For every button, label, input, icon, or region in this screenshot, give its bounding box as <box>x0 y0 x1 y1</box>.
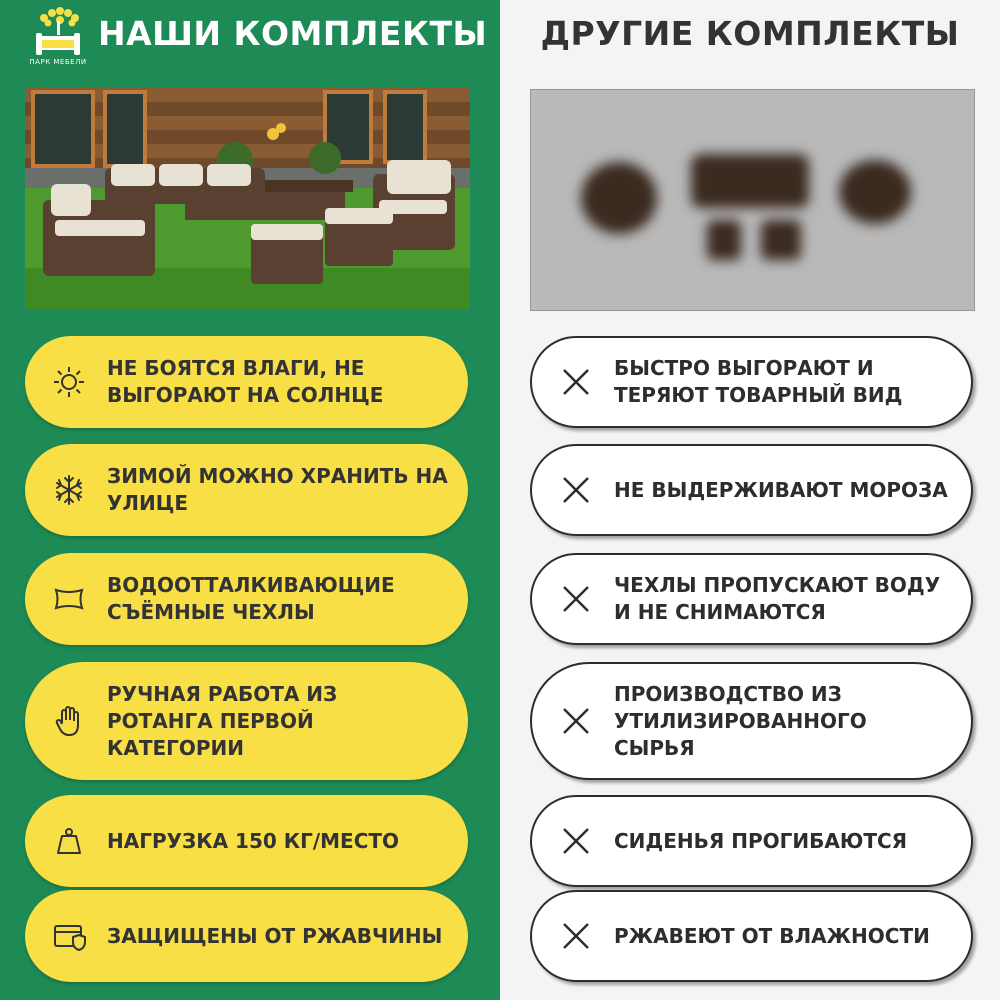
feature-item-1 <box>25 336 468 428</box>
shield-card-icon <box>51 918 87 954</box>
cross-icon <box>558 918 594 954</box>
hand-icon <box>51 703 87 739</box>
drawback-item-6 <box>530 890 973 982</box>
drawback-item-5 <box>530 795 973 887</box>
cross-icon <box>558 703 594 739</box>
drawback-label: БЫСТРО ВЫГОРАЮТ И ТЕРЯЮТ ТОВАРНЫЙ ВИД <box>614 356 903 407</box>
feature-label: ВОДООТТАЛКИВАЮЩИЕ СЪЁМНЫЕ ЧЕХЛЫ <box>107 573 395 624</box>
logo-text: ПАРК МЕБЕЛИ <box>29 58 87 66</box>
drawback-item-2 <box>530 444 973 536</box>
drawback-item-4 <box>530 662 973 780</box>
our-furniture-photo <box>25 88 470 310</box>
feature-label: НЕ БОЯТСЯ ВЛАГИ, НЕ ВЫГОРАЮТ НА СОЛНЦЕ <box>107 356 384 407</box>
drawback-item-3 <box>530 553 973 645</box>
feature-label: РУЧНАЯ РАБОТА ИЗ РОТАНГА ПЕРВОЙ КАТЕГОРИИ <box>107 681 338 760</box>
feature-item-6 <box>25 890 468 982</box>
other-sets-title: ДРУГИЕ КОМПЛЕКТЫ <box>540 14 960 53</box>
feature-label: НАГРУЗКА 150 КГ/МЕСТО <box>107 828 400 853</box>
feature-item-3 <box>25 553 468 645</box>
drawback-label: СИДЕНЬЯ ПРОГИБАЮТСЯ <box>614 828 908 853</box>
drawback-label: ЧЕХЛЫ ПРОПУСКАЮТ ВОДУ И НЕ СНИМАЮТСЯ <box>614 573 941 624</box>
weight-icon <box>51 823 87 859</box>
feature-item-2 <box>25 444 468 536</box>
cross-icon <box>558 364 594 400</box>
sun-icon <box>51 364 87 400</box>
snowflake-icon <box>51 472 87 508</box>
cross-icon <box>558 581 594 617</box>
our-sets-title: НАШИ КОМПЛЕКТЫ <box>98 14 488 53</box>
drawback-label: ПРОИЗВОДСТВО ИЗ УТИЛИЗИРОВАННОГО СЫРЬЯ <box>614 681 867 760</box>
feature-label: ЗИМОЙ МОЖНО ХРАНИТЬ НА УЛИЦЕ <box>107 464 448 515</box>
feature-label: ЗАЩИЩЕНЫ ОТ РЖАВЧИНЫ <box>107 923 443 948</box>
feature-item-4 <box>25 662 468 780</box>
drawback-label: РЖАВЕЮТ ОТ ВЛАЖНОСТИ <box>614 923 930 948</box>
drawback-label: НЕ ВЫДЕРЖИВАЮТ МОРОЗА <box>614 477 948 502</box>
feature-item-5 <box>25 795 468 887</box>
cross-icon <box>558 472 594 508</box>
drawback-item-1 <box>530 336 973 428</box>
other-furniture-photo <box>530 89 975 311</box>
cushion-icon <box>51 581 87 617</box>
cross-icon <box>558 823 594 859</box>
